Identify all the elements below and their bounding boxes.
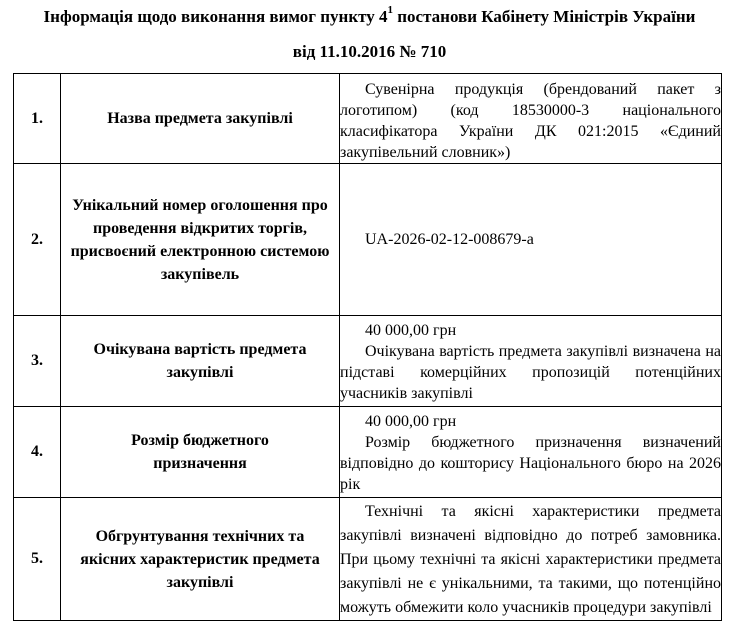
- value-text: Розмір бюджетного призначення визначений відповідно до кошторису Національного бюро на 2026 рік: [340, 434, 721, 493]
- title-text-end: постанови Кабінету Міністрів України: [393, 7, 696, 26]
- value-amount: 40 000,00 грн: [365, 322, 457, 339]
- table-row: [14, 407, 722, 498]
- value-text: Очікувана вартість предмета закупівлі визначена на підставі комерційних пропозицій потенційних учасників закупівлі: [340, 343, 721, 402]
- title-text: Інформація щодо виконання вимог пункту 4: [43, 7, 388, 26]
- row-value: [340, 74, 722, 164]
- row-value: [340, 498, 722, 621]
- row-label: Обгрунтування технічних та якісних характеристик предмета закупівлі: [61, 498, 340, 621]
- row-number: 2.: [14, 164, 61, 316]
- title-superscript: 1: [387, 4, 393, 17]
- info-table: [13, 73, 722, 621]
- table-row: [14, 74, 722, 164]
- row-value: [340, 164, 722, 316]
- table-row: [14, 316, 722, 407]
- row-value: [340, 407, 722, 498]
- value-text: UA-2026-02-12-008679-a: [365, 231, 534, 248]
- document-title: [0, 6, 739, 28]
- row-label: Назва предмета закупівлі: [61, 74, 340, 164]
- row-value: [340, 316, 722, 407]
- row-number: 3.: [14, 316, 61, 407]
- row-label: Унікальний номер оголошення про проведення відкритих торгів, присвоєний електронною системою закупівель: [61, 164, 340, 316]
- table-row: [14, 164, 722, 316]
- row-label: Розмір бюджетного призначення: [61, 407, 340, 498]
- value-amount: 40 000,00 грн: [365, 413, 457, 430]
- row-label: Очікувана вартість предмета закупівлі: [61, 316, 340, 407]
- row-number: 1.: [14, 74, 61, 164]
- document-subtitle: від 11.10.2016 № 710: [292, 42, 447, 61]
- value-text: Технічні та якісні характеристики предмета закупівлі визначені відповідно до потреб замовника. При цьому технічні та якісні характеристики предмета закупівлі не є унікальними, та такими, що потенційно можуть обмежити коло учасників процедури закупівлі: [340, 503, 721, 616]
- value-text: Сувенірна продукція (брендований пакет з логотипом) (код 18530000-3 національного класифікатора України ДК 021:2015 «Єдиний закупівельний словник»): [340, 81, 721, 161]
- row-number: 4.: [14, 407, 61, 498]
- row-number: 5.: [14, 498, 61, 621]
- table-row: [14, 498, 722, 621]
